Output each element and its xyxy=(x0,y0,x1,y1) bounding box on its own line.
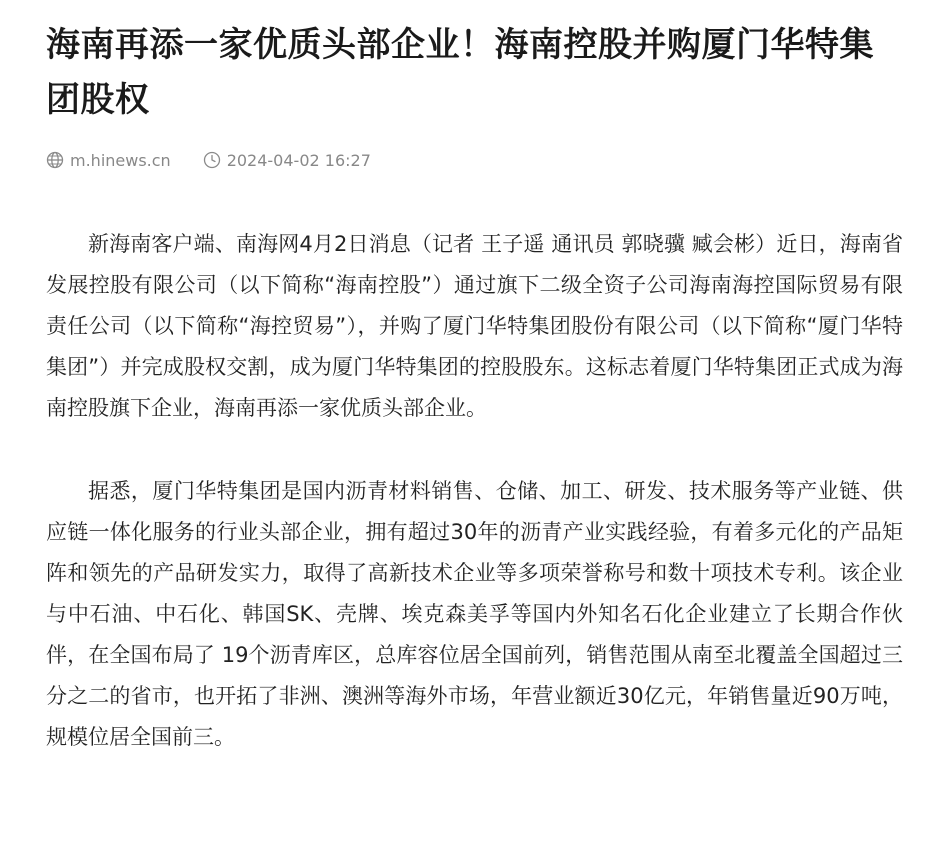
globe-icon xyxy=(46,151,64,169)
paragraph: 据悉，厦门华特集团是国内沥青材料销售、仓储、加工、研发、技术服务等产业链、供应链一体化服务的行业头部企业，拥有超过30年的沥青产业实践经验，有着多元化的产品矩阵和领先的产品研发实力，取得了高新技术企业等多项荣誉称号和数十项技术专利。该企业与中石油、中石化、韩国SK、壳牌、埃克森美孚等国内外知名石化企业建立了长期合作伙伴，在全国布局了 19个沥青库区，总库容位居全国前列，销售范围从南至北覆盖全国超过三分之二的省市，也开拓了非洲、澳洲等海外市场，年营业额近30亿元，年销售量近90万吨，规模位居全国前三。 xyxy=(46,479,903,749)
time-meta xyxy=(203,151,371,170)
article-meta xyxy=(46,148,903,172)
publish-time: 2024-04-02 16:27 xyxy=(226,150,371,170)
paragraph: 新海南客户端、南海网4月2日消息（记者 王子遥 通讯员 郭晓骥 臧会彬）近日，海南省发展控股有限公司（以下简称“海南控股”）通过旗下二级全资子公司海南海控国际贸易有限责任公司（以下简称“海控贸易”），并购了厦门华特集团股份有限公司（以下简称“厦门华特集团”）并完成股权交割，成为厦门华特集团的控股股东。这标志着厦门华特集团正式成为海南控股旗下企业，海南再添一家优质头部企业。 xyxy=(46,232,903,420)
source-link[interactable]: m.hinews.cn xyxy=(70,150,171,170)
source-meta[interactable] xyxy=(46,151,171,170)
article-title: 海南再添一家优质头部企业！海南控股并购厦门华特集团股权 xyxy=(46,25,874,120)
clock-icon xyxy=(203,151,221,169)
article-body xyxy=(46,224,903,758)
